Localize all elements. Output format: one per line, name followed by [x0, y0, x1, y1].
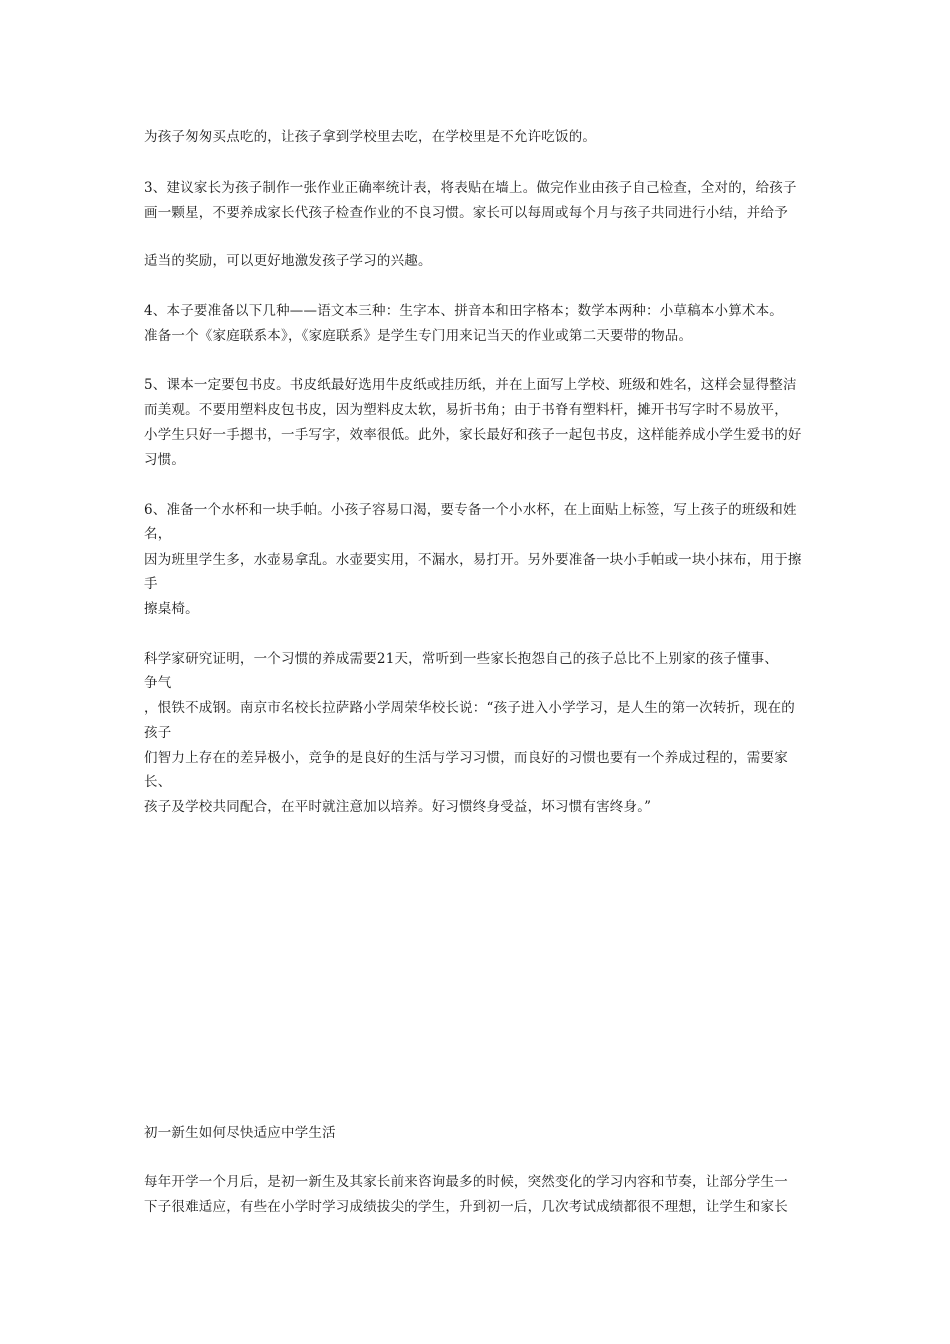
text-line: 4、本子要准备以下几种——语文本三种：生字本、拼音本和田字格本；数学本两种：小草稿本小算术本。	[144, 303, 783, 319]
text-line: 小学生只好一手摁书，一手写字，效率很低。此外，家长最好和孩子一起包书皮，这样能养成小学生爱书的好	[144, 427, 802, 443]
text-line: 孩子	[144, 725, 172, 741]
text-line: 争气	[144, 675, 172, 691]
text-line: 3、建议家长为孩子制作一张作业正确率统计表，将表贴在墙上。做完作业由孩子自己检查，全对的，给孩子	[144, 180, 797, 196]
text-line: 画一颗星，不要养成家长代孩子检查作业的不良习惯。家长可以每周或每个月与孩子共同进行小结，并给予	[144, 205, 788, 221]
text-line: 手	[144, 576, 158, 592]
text-line: 下子很难适应，有些在小学时学习成绩拔尖的学生，升到初一后，几次考试成绩都很不理想，让学生和家长	[144, 1199, 788, 1215]
text-line: 长、	[144, 774, 172, 790]
section-heading: 初一新生如何尽快适应中学生活	[144, 1125, 336, 1141]
text-line: 孩子及学校共同配合，在平时就注意加以培养。好习惯终身受益，坏习惯有害终身。”	[144, 799, 652, 815]
text-line: 适当的奖励，可以更好地激发孩子学习的兴趣。	[144, 253, 432, 269]
text-line: 科学家研究证明，一个习惯的养成需要21天，常听到一些家长抱怨自己的孩子总比不上别家的孩子懂事、	[144, 651, 779, 667]
text-line: 名，	[144, 526, 172, 542]
text-line: 因为班里学生多，水壶易拿乱。水壶要实用，不漏水，易打开。另外要准备一块小手帕或一块小抹布，用于擦	[144, 552, 802, 568]
text-line: 6、准备一个水杯和一块手帕。小孩子容易口渴，要专备一个小水杯，在上面贴上标签，写上孩子的班级和姓	[144, 502, 797, 518]
text-line: 为孩子匆匆买点吃的，让孩子拿到学校里去吃，在学校里是不允许吃饭的。	[144, 129, 597, 145]
text-line: 习惯。	[144, 452, 186, 468]
text-line: 而美观。不要用塑料皮包书皮，因为塑料皮太软，易折书角；由于书脊有塑料杆，摊开书写字时不易放平，	[144, 402, 788, 418]
text-line: 擦桌椅。	[144, 601, 199, 617]
text-line: ，恨铁不成钢。南京市名校长拉萨路小学周荣华校长说：“孩子进入小学学习，是人生的第一次转折，现在的	[144, 700, 795, 716]
text-line: 准备一个《家庭联系本》，《家庭联系》是学生专门用来记当天的作业或第二天要带的物品。	[144, 328, 693, 344]
text-line: 每年开学一个月后，是初一新生及其家长前来咨询最多的时候，突然变化的学习内容和节奏，让部分学生一	[144, 1174, 788, 1190]
text-line: 5、课本一定要包书皮。书皮纸最好选用牛皮纸或挂历纸，并在上面写上学校、班级和姓名，这样会显得整洁	[144, 377, 797, 393]
text-line: 们智力上存在的差异极小，竞争的是良好的生活与学习习惯，而良好的习惯也要有一个养成过程的，需要家	[144, 750, 788, 766]
